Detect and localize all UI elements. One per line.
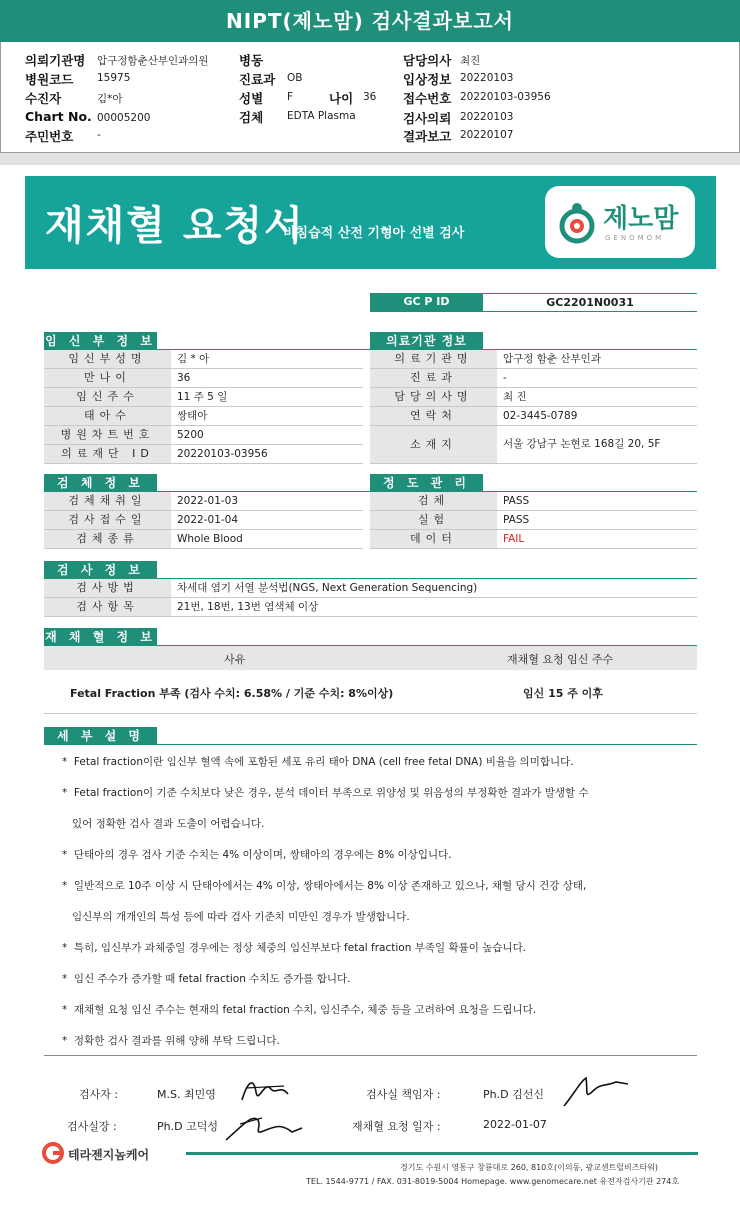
details-item: * 단태아의 경우 검사 기준 수치는 4% 이상이며, 쌍태아의 경우에는 8% 이상입니다. bbox=[62, 849, 452, 861]
company-name: 테라젠지놈케어 bbox=[68, 1148, 150, 1162]
chart-label: Chart No. bbox=[25, 109, 92, 124]
details-item: * 특히, 임신부가 과체중일 경우에는 정상 체중의 임신부보다 fetal fraction 부족일 확률이 높습니다. bbox=[62, 942, 527, 954]
redraw-banner bbox=[25, 176, 716, 269]
institution-row-divider bbox=[370, 463, 697, 464]
request-label: 검사의뢰 bbox=[403, 111, 452, 126]
mother-row-value: 36 bbox=[177, 372, 191, 384]
separator-band bbox=[0, 153, 740, 165]
specimen-row-value: 2022-01-03 bbox=[177, 495, 239, 507]
mother-row-label: 만나이 bbox=[44, 369, 171, 387]
details-item: 있어 정확한 검사 결과 도출이 어렵습니다. bbox=[62, 818, 265, 830]
redraw-section-header: 재 채 혈 정 보 bbox=[45, 630, 156, 644]
reg-value: 20220103 bbox=[460, 72, 514, 84]
lab-head-name: Ph.D 김선신 bbox=[483, 1088, 544, 1101]
specimen-section-header: 검 체 정 보 bbox=[44, 474, 157, 492]
details-item: * 임신 주수가 증가할 때 fetal fraction 수치도 증가를 합니다. bbox=[62, 973, 351, 985]
specimen-row-divider bbox=[44, 548, 363, 549]
lab-chief-label: 검사실장 : bbox=[67, 1120, 117, 1133]
details-item: * Fetal fraction이란 임신부 혈액 속에 포함된 세포 유리 태아 DNA (cell free fetal DNA) 비율을 의미합니다. bbox=[62, 756, 574, 768]
banner-title: 재채혈 요청서 bbox=[45, 203, 305, 249]
tester-signature bbox=[236, 1074, 296, 1110]
receipt-label: 접수번호 bbox=[403, 91, 452, 106]
hospital-code-value: 15975 bbox=[97, 72, 131, 84]
report-title: NIPT(제노맘) 검사결과보고서 bbox=[0, 0, 740, 42]
details-bottom-line bbox=[44, 1055, 697, 1056]
institution-row-label: 의료기관명 bbox=[370, 350, 497, 368]
report-label: 결과보고 bbox=[403, 129, 452, 144]
institution-row-value: - bbox=[503, 372, 507, 384]
details-item: 임신부의 개개인의 특성 등에 따라 검사 기준치 미만인 경우가 발생합니다. bbox=[62, 911, 410, 923]
doctor-value: 최진 bbox=[460, 55, 481, 67]
redraw-week: 임신 15 주 이후 bbox=[523, 687, 603, 700]
specimen-row-label: 검사접수일 bbox=[44, 511, 171, 529]
redraw-col-week: 재채혈 요청 임신 주수 bbox=[507, 653, 614, 666]
company-logo-icon bbox=[42, 1142, 64, 1164]
chart-value: 00005200 bbox=[97, 112, 151, 124]
test-row-divider bbox=[44, 616, 697, 617]
reg-label: 입상정보 bbox=[403, 72, 452, 87]
specimen-row-value: Whole Blood bbox=[177, 533, 243, 545]
institution-row-label: 소재지 bbox=[370, 426, 497, 463]
specimen-value: EDTA Plasma bbox=[287, 110, 356, 122]
request-date-value: 2022-01-07 bbox=[483, 1118, 547, 1131]
gcpid-underline bbox=[370, 311, 697, 312]
ward-label: 병동 bbox=[239, 53, 264, 68]
institution-row-value: 서울 강남구 논현로 168길 20, 5F bbox=[503, 438, 661, 450]
institution-row-label: 담당의사명 bbox=[370, 388, 497, 406]
request-value: 20220103 bbox=[460, 111, 514, 123]
qc-row-value: PASS bbox=[503, 514, 530, 526]
qc-section-header: 정 도 관 리 bbox=[370, 474, 483, 492]
lab-chief-name: Ph.D 고덕성 bbox=[157, 1120, 218, 1133]
id-label: 주민번호 bbox=[25, 129, 74, 144]
mother-row-label: 병원차트번호 bbox=[44, 426, 171, 444]
genomom-logo-icon bbox=[557, 200, 597, 244]
specimen-label: 검체 bbox=[239, 110, 264, 125]
details-section-header: 세 부 설 명 bbox=[44, 727, 157, 745]
mother-row-label: 의료재단 ID bbox=[44, 445, 171, 463]
mother-row-value: 11 주 5 일 bbox=[177, 391, 228, 403]
logo-subtext: GENOMOM bbox=[605, 234, 665, 242]
details-item: * Fetal fraction이 기준 수치보다 낮은 경우, 분석 데이터 부족으로 위양성 및 위음성의 부정확한 결과가 발생할 수 bbox=[62, 787, 589, 799]
details-item: * 정확한 검사 결과를 위해 양해 부탁 드립니다. bbox=[62, 1035, 280, 1047]
mother-row-label: 임신부성명 bbox=[44, 350, 171, 368]
mother-row-value: 20220103-03956 bbox=[177, 448, 268, 460]
banner-subtitle: 비침습적 산전 기형아 선별 검사 bbox=[283, 226, 465, 241]
gcpid-label: GC P ID bbox=[370, 293, 483, 311]
age-label: 나이 bbox=[329, 91, 354, 106]
institution-section-header: 의료기관 정보 bbox=[370, 332, 483, 350]
logo-text: 제노맘 bbox=[603, 204, 679, 234]
qc-row-label: 검체 bbox=[370, 492, 497, 510]
qc-row-value: PASS bbox=[503, 495, 530, 507]
lab-chief-signature bbox=[222, 1106, 306, 1146]
patient-info-box bbox=[0, 42, 740, 153]
lab-head-label: 검사실 책임자 : bbox=[366, 1088, 441, 1101]
institution-value: 압구정함춘산부인과의원 bbox=[97, 55, 209, 67]
institution-label: 의뢰기관명 bbox=[25, 53, 86, 68]
mother-row-label: 태아수 bbox=[44, 407, 171, 425]
qc-row-divider bbox=[370, 548, 697, 549]
specimen-row-label: 검체채취일 bbox=[44, 492, 171, 510]
test-row-value: 차세대 염기 서열 분석법(NGS, Next Generation Sequencing) bbox=[177, 582, 478, 594]
test-row-label: 검사항목 bbox=[44, 598, 171, 616]
patient-value: 김*아 bbox=[97, 93, 123, 105]
test-row-label: 검사방법 bbox=[44, 579, 171, 597]
sex-label: 성별 bbox=[239, 91, 264, 106]
doctor-label: 담당의사 bbox=[403, 53, 452, 68]
institution-row-value: 최 진 bbox=[503, 391, 527, 403]
footer-contact: TEL. 1544-9771 / FAX. 031-8019-5004 Homepage. www.genomecare.net 유전자검사기관 274호 bbox=[306, 1177, 680, 1186]
footer-address: 경기도 수원시 영통구 창룡대로 260, 810호(이의동, 광교센트럴비즈타워) bbox=[400, 1163, 659, 1172]
institution-row-value: 압구정 함춘 산부인과 bbox=[503, 353, 601, 365]
specimen-row-value: 2022-01-04 bbox=[177, 514, 239, 526]
tester-name: M.S. 최민영 bbox=[157, 1088, 216, 1101]
sex-value: F bbox=[287, 91, 294, 103]
request-date-label: 재채혈 요청 일자 : bbox=[352, 1120, 441, 1133]
test-section-header: 검 사 정 보 bbox=[44, 561, 157, 579]
qc-row-label: 실험 bbox=[370, 511, 497, 529]
gcpid-value: GC2201N0031 bbox=[483, 293, 697, 312]
lab-head-signature bbox=[560, 1072, 632, 1110]
mother-row-divider bbox=[44, 463, 363, 464]
institution-row-label: 진료과 bbox=[370, 369, 497, 387]
test-row-value: 21번, 18번, 13번 염색체 이상 bbox=[177, 601, 319, 613]
receipt-value: 20220103-03956 bbox=[460, 91, 551, 103]
mother-row-value: 쌍태아 bbox=[177, 410, 208, 422]
specimen-row-label: 검체종류 bbox=[44, 530, 171, 548]
tester-label: 검사자 : bbox=[79, 1088, 119, 1101]
institution-row-value: 02-3445-0789 bbox=[503, 410, 578, 422]
institution-row-label: 연락처 bbox=[370, 407, 497, 425]
id-value: - bbox=[97, 129, 101, 141]
report-value: 20220107 bbox=[460, 129, 514, 141]
details-item: * 재채혈 요청 임신 주수는 현재의 fetal fraction 수치, 임신주수, 체중 등을 고려하여 요청을 드립니다. bbox=[62, 1004, 537, 1016]
details-item: * 일반적으로 10주 이상 시 단태아에서는 4% 이상, 쌍태아에서는 8% 이상 존재하고 있으나, 채혈 당시 건강 상태, bbox=[62, 880, 587, 892]
dept-label: 진료과 bbox=[239, 72, 276, 87]
redraw-reason: Fetal Fraction 부족 (검사 수치: 6.58% / 기준 수치: 8%이상) bbox=[70, 687, 394, 700]
mother-section-header: 임 신 부 정 보 bbox=[45, 334, 156, 348]
redraw-col-reason: 사유 bbox=[224, 653, 246, 666]
redraw-header-row bbox=[44, 646, 697, 670]
age-value: 36 bbox=[363, 91, 377, 103]
redraw-bottom-line bbox=[44, 713, 697, 714]
mother-row-value: 김 * 아 bbox=[177, 353, 210, 365]
qc-row-label: 데이터 bbox=[370, 530, 497, 548]
patient-label: 수진자 bbox=[25, 91, 62, 106]
dept-value: OB bbox=[287, 72, 303, 84]
mother-row-label: 임신주수 bbox=[44, 388, 171, 406]
details-section-line bbox=[44, 744, 697, 745]
genomom-logo bbox=[545, 186, 695, 258]
mother-row-value: 5200 bbox=[177, 429, 204, 441]
qc-row-value: FAIL bbox=[503, 533, 525, 545]
footer-line bbox=[186, 1152, 698, 1155]
hospital-code-label: 병원코드 bbox=[25, 72, 74, 87]
